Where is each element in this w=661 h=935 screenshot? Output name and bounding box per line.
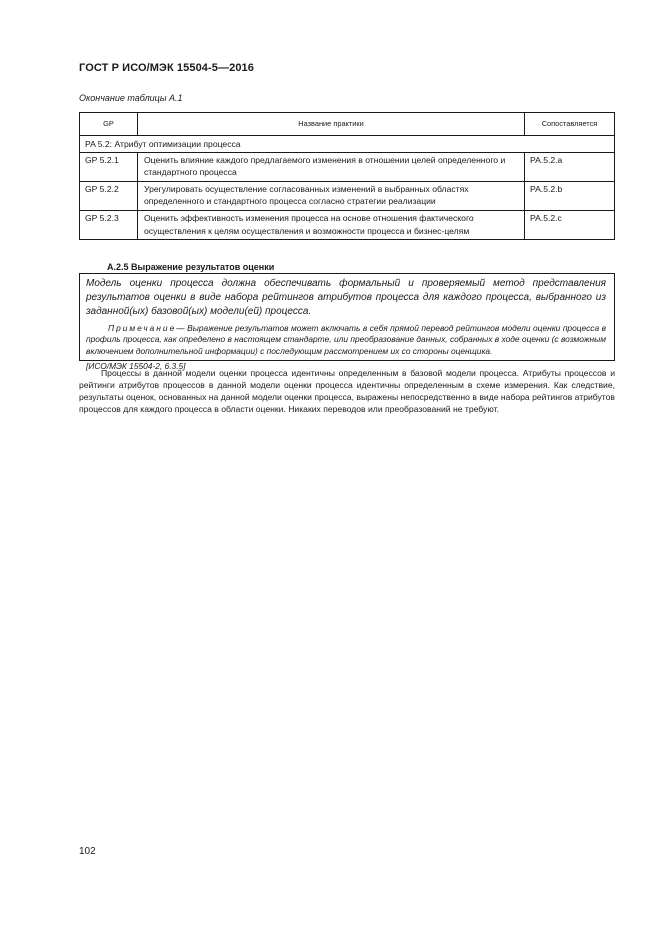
source-reference: [ИСО/МЭК 15504-2, 6.3.5]: [86, 360, 186, 371]
note-text: — Выражение результатов может включать в себя прямой перевод рейтингов модели оценки процесса в профиль процесса, как определено в настоящем стандарте, или преобразование данных, собранных в ходе оценки (с возможным включением дополнительной информации) с последующим рассмотрением их со стороны оценщика.: [86, 323, 606, 356]
section-title: А.2.5 Выражение результатов оценки: [107, 262, 275, 272]
page-number: 102: [79, 846, 96, 857]
attribute-label: PA 5.2: Атрибут оптимизации процесса: [80, 136, 615, 153]
table-row: [80, 181, 615, 210]
practices-table: [79, 112, 615, 240]
mapping-cell: PA.5.2.c: [525, 210, 615, 239]
practice-name-cell: Оценить эффективность изменения процесса на основе отношения фактического осуществления к целям осуществления и возможности процесса и бизнес-целям: [138, 210, 525, 239]
note-label: Примечание: [108, 323, 177, 333]
table-row: [80, 210, 615, 239]
practice-name-cell: Урегулировать осуществление согласованных изменений в выбранных областях определенного и стандартного процесса согласно стратегии реализации: [138, 181, 525, 210]
column-header-mapping: Сопоставляется: [525, 113, 615, 136]
mapping-cell: PA.5.2.b: [525, 181, 615, 210]
table-header-row: [80, 113, 615, 136]
gp-cell: GP 5.2.1: [80, 152, 138, 181]
document-header: ГОСТ Р ИСО/МЭК 15504-5—2016: [79, 62, 254, 74]
column-header-name: Название практики: [138, 113, 525, 136]
requirement-text: Модель оценки процесса должна обеспечивать формальный и проверяемый метод представления результатов оценки в виде набора рейтингов атрибутов процесса для каждого процесса, выбранного из заданной(ых) базовой(ых) модели(ей) процесса.: [86, 278, 606, 317]
column-header-gp: GP: [80, 113, 138, 136]
quoted-requirement-box: [79, 273, 615, 371]
attribute-row: [80, 136, 615, 153]
table-caption: Окончание таблицы А.1: [79, 93, 183, 103]
practice-name-cell: Оценить влияние каждого предлагаемого изменения в отношении целей определенного и стандартного процесса: [138, 152, 525, 181]
gp-cell: GP 5.2.3: [80, 210, 138, 239]
note-paragraph: [86, 323, 606, 357]
table-row: [80, 152, 615, 181]
gp-cell: GP 5.2.2: [80, 181, 138, 210]
body-paragraph: Процессы в данной модели оценки процесса идентичны определенным в базовой модели процесса. Атрибуты процессов и рейтинги атрибутов процессов в данной модели оценки процесса идентичны определенным в схеме измерения. Как следствие, результаты оценок, основанных на данной модели оценки процесса, выражены непосредственно в виде набора рейтингов атрибутов процессов для каждого процесса в области оценки. Никаких переводов или преобразований не требуют.: [79, 368, 615, 414]
mapping-cell: PA.5.2.a: [525, 152, 615, 181]
